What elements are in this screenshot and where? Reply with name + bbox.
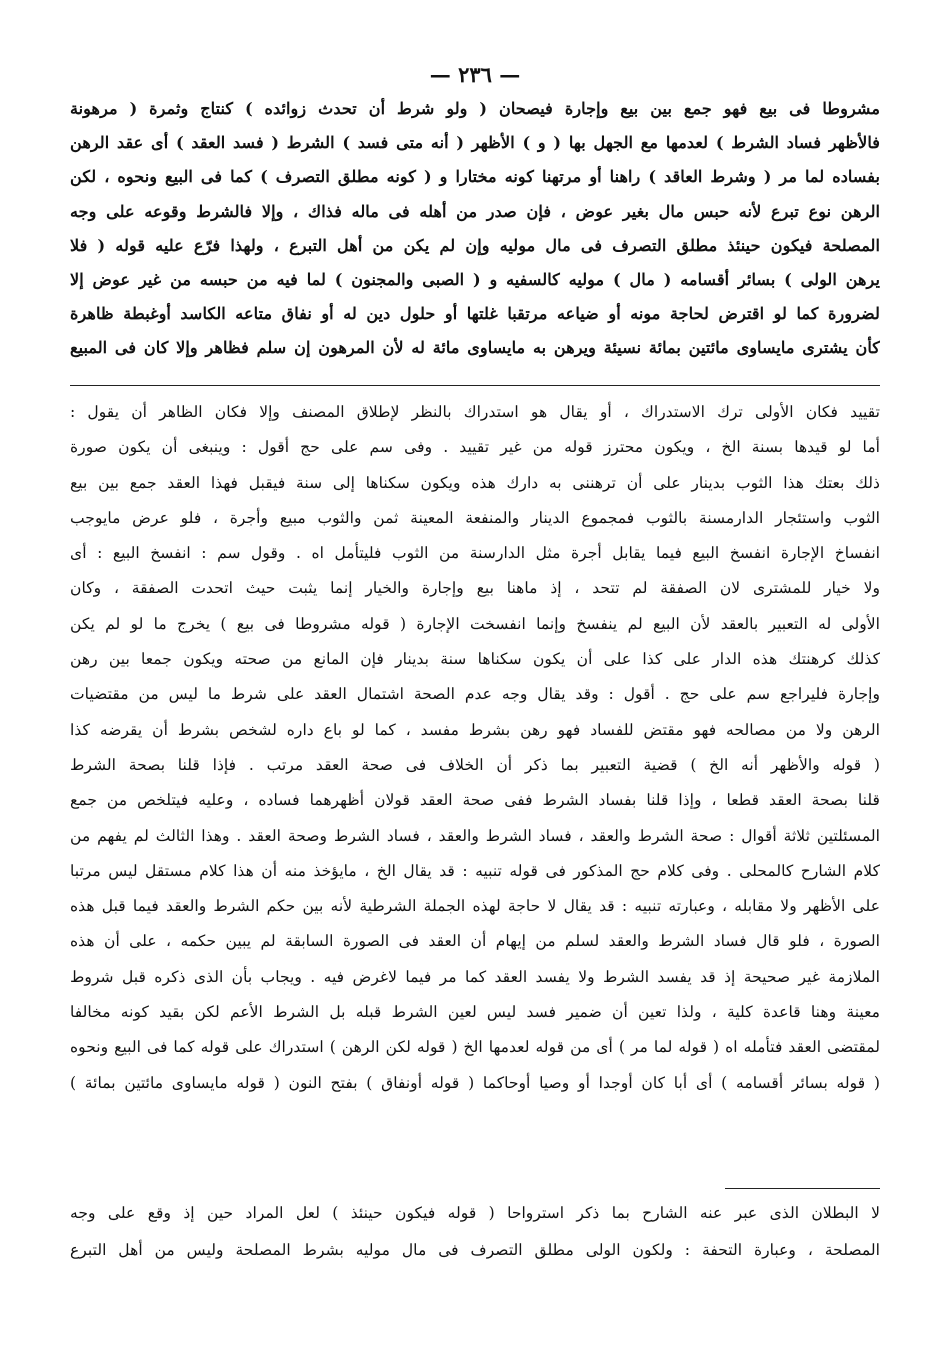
commentary-line: الأولى له التعبير بالعقد لأن البيع لم ينفسخ وإنما انفسخت الإجارة ( قوله مشروطا فى بيع ) يخرج ما لو لم يكن <box>70 614 880 633</box>
commentary-line: الرهن ولا من مصالحه فهو مقتض للفساد فهو رهن بشرط مفسد ، كما لو باع داره لشخص بشرط أن يقرضه كذا <box>70 720 880 739</box>
main-text-line: كأن يشترى مايساوى مائتين بمائة نسيئة ويرهن به مايساوى مائة له لأن المرهون إن سلم فظاهر وإلا كان فى المبيع <box>70 338 880 358</box>
commentary-line: الثوب واستئجار الدارمسنة بالثوب فمجموع الدينار والمنفعة المعينة ثمن والثوب مبيع وأجرة ، فلو عرض مايوجب <box>70 508 880 527</box>
commentary-line: ذلك بعتك هذا الثوب بدينار على أن ترهننى به دارك هذه ويكون سكناها إلى سنة فيقبل فهذا العقد جمع بين بيع <box>70 473 880 492</box>
commentary-line: قلنا بصحة العقد قطعا ، وإذا قلنا بفساد الشرط ففى صحة العقد قولان أظهرهما فساده ، وعليه فيتلخص من جمع <box>70 791 880 810</box>
commentary-line: الملازمة غير صحيحة إذ قد يفسد الشرط ولا يفسد العقد كما مر فيما لاغرض فيه . ويجاب بأن الذى ذكره قبل شروط <box>70 967 880 986</box>
footnote-line: لا البطلان الذى عبر عنه الشارح بما ذكر استرواحا ( قوله فيكون حينئذ ) لعل المراد حين إذ وقع على وجه <box>70 1204 880 1222</box>
section-divider <box>70 385 880 386</box>
main-text-line: يرهن الولى ) بسائر أقسامه ( مال ) موليه كالسفيه و ( الصبى والمجنون ) لما فيه من حبسه من غير عوض إلا <box>70 269 880 289</box>
commentary-line: وإجارة فليراجع سم على حج . أقول : وقد يقال وجه عدم الصحة اشتمال العقد على شرط ما ليس من مقتضيات <box>70 685 880 704</box>
commentary-line: ( قوله بسائر أقسامه ) أى أبا كان أوجدا أو وصيا أوحاكما ( قوله أونفاق ) بفتح النون ( قوله مايساوى مائتين بمائة ) <box>70 1073 880 1092</box>
commentary-line: أما لو قيدها بسنة الخ ، ويكون محترز قوله من غير تقييد . وفى سم على حج أقول : وينبغى أن يكون صورة <box>70 438 880 457</box>
main-text-line: المصلحة فيكون حينئذ مطلق التصرف فى مال موليه وإن لم يكن من أهل التبرع ، ولهذا فرّع عليه قوله ( فلا <box>70 235 880 255</box>
commentary-line: كذلك كرهنتك هذه الدار على كذا على أن يكون سكناها سنة بدينار فإن المانع من صحته ويكون جمعا بين رهن <box>70 650 880 669</box>
main-text <box>70 92 880 366</box>
commentary-line: على الأظهر ولا مقابله ، وعبارته تنبيه : قد يقال لا حاجة لهذه الجملة الشرطية لأنه بين حكم الشرط والعقد فيما قبل هذه <box>70 897 880 916</box>
footnote-text <box>70 1195 880 1269</box>
main-text-line: بفساده لما مر ( وشرط العاقد ) راهنا أو مرتهنا كونه مختارا و ( كونه مطلق التصرف ) كما فى البيع ونحوه ، لكن <box>70 167 880 187</box>
commentary-line: المسئلتين ثلاثة أقوال : صحة الشرط والعقد ، فساد الشرط والعقد ، فساد الشرط وصحة العقد . وهذا الثالث لم يفهم من <box>70 826 880 845</box>
main-text-line: مشروطا فى بيع فهو جمع بين بيع وإجارة فيصحان ( ولو شرط أن تحدث زوائده ) كنتاج وثمرة ( مرهونة <box>70 99 880 118</box>
commentary-line: لمقتضى العقد فتأمله اه ( قوله لما مر ) أى من قوله لعدمها الخ ( قوله لكن الرهن ) استدراك على قوله كما فى البيع ونحوه <box>70 1038 880 1057</box>
footnote-line: المصلحة ، وعبارة التحفة : ولكون الولى مطلق التصرف فى مال موليه بشرط المصلحة وليس من أهل التبرع <box>70 1241 880 1259</box>
main-text-line: لضرورة كما لو اقترض لحاجة مونه أو ضياعه مرتقبا غلتها أو حلول دين له أو نفاق متاعه الكاسد أوغبطة ظاهرة <box>70 304 880 324</box>
page-number: — ٢٣٦ — <box>429 62 521 87</box>
commentary-line: ولا خيار للمشترى لان الصفقة لم تتحد ، إذ ماهنا بيع وإجارة والخيار إنما يثبت حيث اتحدت الصفقة ، وكان <box>70 579 880 598</box>
commentary-line: ( قوله والأظهر أنه الخ ) قضية التعبير بما ذكر أن الخلاف فى صحة العقد مرتب . فإذا قلنا بصحة الشرط <box>70 755 880 774</box>
commentary-line: الصورة ، فلو قال فساد الشرط والعقد لسلم من إيهام أن العقد فى الصورة السابقة لم يبين حكمه ، على أن هذه <box>70 932 880 951</box>
main-text-line: الرهن نوع تبرع لأنه حبس مال بغير عوض ، فإن صدر من أهله فى ماله فذاك ، وإلا فالشرط وقوعه على وجه <box>70 201 880 221</box>
commentary-line: انفساخ الإجارة انفسخ البيع فيما يقابل أجرة مثل الدارسنة من الثوب فليتأمل اه . وقول سم : انفسخ البيع : أى <box>70 544 880 563</box>
main-text-line: فالأظهر فساد الشرط ) لعدمها مع الجهل بها ( و ) الأظهر ( أنه متى فسد ) الشرط ( فسد العقد ) أى عقد الرهن <box>70 133 880 153</box>
commentary-text <box>70 395 880 1101</box>
footnote-divider <box>725 1188 880 1189</box>
commentary-line: معينة وهنا قاعدة كلية ، ولذا تعين أن ضمير فسد ليس لعين الشرط قبله بل الشرط الأعم لكن بقيد كونه مخالفا <box>70 1003 880 1022</box>
commentary-line: تقييد فكان الأولى ترك الاستدراك ، أو يقال هو استدراك بالنظر لإطلاق المصنف وإلا فكان الظاهر أن يقول : <box>70 403 880 421</box>
commentary-line: كلام الشارح كالمحلى . وفى كلام حج المذكور فى قوله تنبيه : قد يقال الخ ، مايؤخذ منه أن هذا كلام مستقل ليس مرتبا <box>70 861 880 880</box>
